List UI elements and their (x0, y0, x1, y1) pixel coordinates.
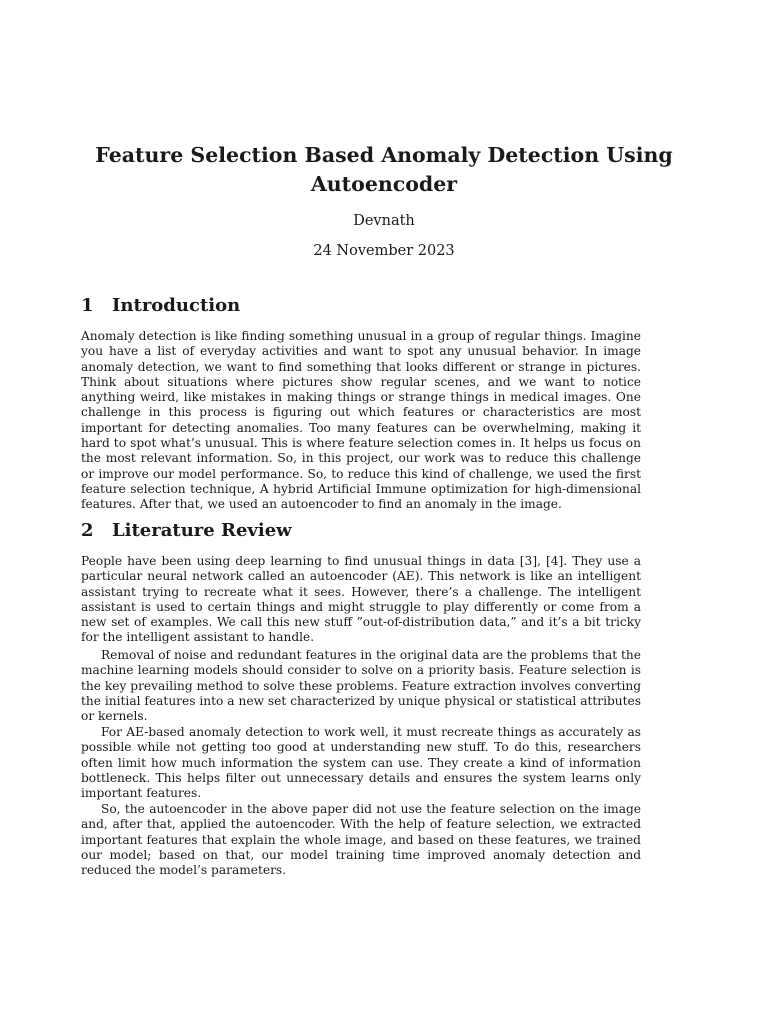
section-heading-introduction (81, 295, 240, 317)
section-heading-literature-review (81, 520, 292, 542)
section-title: Literature Review (112, 520, 292, 541)
section-number: 1 (81, 295, 94, 316)
author-name: Devnath (353, 213, 415, 229)
paper-date: 24 November 2023 (313, 243, 455, 259)
introduction-paragraph: Anomaly detection is like finding something unusual in a group of regular things. Imagine you have a list of everyday activities and want to spot any unusual behavior. In image anomaly detection, we want to find something that looks different or strange in pictures. Think about situations where pictures show regular scenes, and we want to notice anything weird, like mistakes in making things or strange things in medical images. One challenge in this process is figuring out which features or characteristics are most important for detecting anomalies. Too many features can be overwhelming, making it hard to spot what’s unusual. This is where feature selection comes in. It helps us focus on the most relevant information. So, in this project, our work was to reduce this challenge or improve our model performance. So, to reduce this kind of challenge, we used the first feature selection technique, A hybrid Artificial Immune optimization for high-dimensional features. After that, we used an autoencoder to find an anomaly in the image. (81, 329, 641, 512)
paper-title: Feature Selection Based Anomaly Detection Using Autoencoder (95, 143, 673, 196)
section-number: 2 (81, 520, 94, 541)
literature-paragraph-3: For AE-based anomaly detection to work well, it must recreate things as accurately as possible while not getting too good at understanding new stuff. To do this, researchers often limit how much information the system can use. They create a kind of information bottleneck. This helps filter out unnecessary details and ensures the system learns only important features. (81, 725, 641, 801)
literature-paragraph-2: Removal of noise and redundant features in the original data are the problems that the machine learning models should consider to solve on a priority basis. Feature selection is the key prevailing method to solve these problems. Feature extraction involves converting the initial features into a new set characterized by unique physical or statistical attributes or kernels. (81, 648, 641, 724)
literature-paragraph-1: People have been using deep learning to find unusual things in data [3], [4]. They use a particular neural network called an autoencoder (AE). This network is like an intelligent assistant trying to recreate what it sees. However, there’s a challenge. The intelligent assistant is used to certain things and might struggle to play differently or come from a new set of examples. We call this new stuff ”out-of-distribution data,” and it’s a bit tricky for the intelligent assistant to handle. (81, 554, 641, 645)
literature-paragraph-4: So, the autoencoder in the above paper did not use the feature selection on the image and, after that, applied the autoencoder. With the help of feature selection, we extracted important features that explain the whole image, and based on these features, we trained our model; based on that, our model training time improved anomaly detection and reduced the model’s parameters. (81, 802, 641, 878)
section-title: Introduction (112, 295, 241, 316)
